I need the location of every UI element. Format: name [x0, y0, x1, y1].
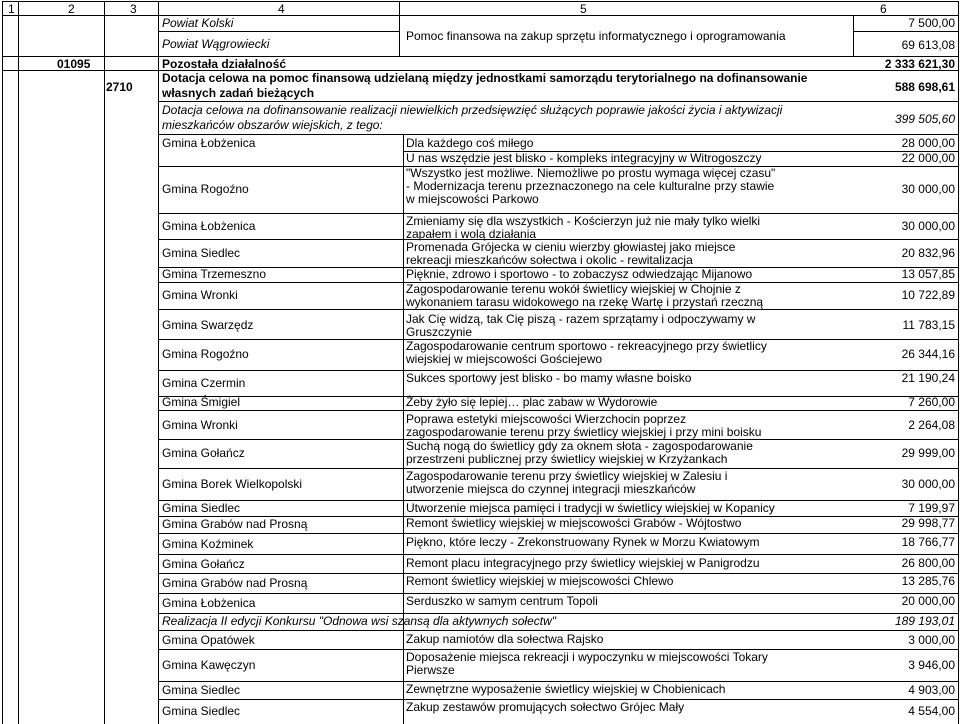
- row-border: [158, 554, 958, 555]
- amount: 30 000,00: [901, 182, 955, 196]
- row-border: [853, 31, 958, 32]
- row-border: [2, 1, 958, 2]
- gmina-name: Gmina Grabów nad Prosną: [162, 576, 308, 590]
- column-border: [958, 1, 959, 15]
- column-border: [399, 1, 400, 15]
- amount: 21 190,24: [901, 371, 955, 385]
- project-description: Remont świetlicy wiejskiej w miejscowości Chlewo: [406, 574, 674, 588]
- project-description: Remont świetlicy wiejskiej w miejscowości Grabów - Wójtostwo: [406, 516, 742, 530]
- gmina-name: Gmina Czermin: [162, 376, 246, 390]
- amount: 3 000,00: [908, 633, 955, 647]
- amount: 26 344,16: [901, 347, 955, 361]
- column-border: [18, 15, 19, 70]
- column-border: [2, 15, 3, 724]
- amount: 3 946,00: [908, 658, 955, 672]
- amount: 13 057,85: [901, 267, 955, 281]
- column-border: [403, 134, 404, 724]
- column-border: [399, 15, 400, 56]
- group-amount: 189 193,01: [894, 614, 955, 628]
- amount: 11 783,15: [902, 318, 955, 332]
- column-header: 5: [580, 2, 587, 16]
- amount: 28 000,00: [901, 136, 955, 150]
- column-border: [158, 15, 159, 724]
- project-description: Zakup zestawów promujących sołectwo Grójec Mały: [406, 700, 685, 714]
- column-border: [958, 15, 959, 724]
- project-description: Serduszko w samym centrum Topoli: [406, 594, 598, 608]
- column-header: 6: [880, 2, 887, 16]
- amount: 29 999,00: [901, 446, 955, 460]
- gmina-name: Gmina Kawęczyn: [162, 658, 256, 672]
- row-border: [158, 166, 403, 167]
- group-amount: 399 505,60: [894, 112, 955, 126]
- gmina-name: Powiat Wągrowiecki: [162, 37, 270, 51]
- project-description: Utworzenie miejsca pamięci i tradycji w świetlicy wiejskiej w Kopanicy: [406, 501, 775, 515]
- amount: 69 613,08: [901, 38, 955, 52]
- amount: 30 000,00: [901, 477, 955, 491]
- amount: 7 199,97: [908, 501, 955, 515]
- subsection-code: 2710: [106, 80, 133, 94]
- gmina-name: Gmina Trzemeszno: [162, 267, 267, 281]
- gmina-name: Gmina Łobżenica: [162, 596, 256, 610]
- amount: 10 722,89: [901, 288, 955, 302]
- column-border: [158, 1, 159, 15]
- row-border: [158, 134, 958, 135]
- gmina-name: Gmina Łobżenica: [162, 136, 256, 150]
- row-border: [2, 56, 958, 57]
- group-title: mieszkańców obszarów wiejskich, z tego:: [162, 118, 383, 132]
- gmina-name: Gmina Siedlec: [162, 501, 241, 515]
- row-border: [158, 410, 958, 411]
- row-border: [158, 630, 958, 631]
- gmina-name: Gmina Rogoźno: [162, 347, 249, 361]
- section-amount: 2 333 621,30: [884, 57, 955, 71]
- amount: 7 260,00: [908, 395, 955, 409]
- amount: 4 903,00: [908, 683, 955, 697]
- amount: 29 998,77: [901, 516, 955, 530]
- amount: 18 766,77: [901, 535, 955, 549]
- project-description: Promenada Grójecka w cieniu wierzby głowiastej jako miejsce rekreacji mieszkańców sołectwa i okolic - rewitalizacja: [406, 240, 736, 267]
- column-border: [18, 70, 19, 724]
- gmina-name: Gmina Borek Wielkopolski: [162, 477, 303, 491]
- project-description: "Wszystko jest możliwe. Niemożliwe po prostu wymaga więcej czasu" - Modernizacja terenu przeznaczonego na cele kulturalne przy stawie w miejscowości Parkowo: [406, 166, 776, 206]
- gmina-name: Gmina Siedlec: [162, 246, 241, 260]
- amount: 7 500,00: [908, 16, 955, 30]
- gmina-name: Gmina Wronki: [162, 288, 238, 302]
- subsection-title: własnych zadań bieżących: [162, 86, 315, 100]
- project-description: Jak Cię widzą, tak Cię piszą - razem sprzątamy i odpoczywamy w Gruszczynie: [406, 312, 756, 339]
- section-code: 01095: [57, 57, 91, 71]
- gmina-name: Gmina Wronki: [162, 418, 238, 432]
- gmina-name: Gmina Rogoźno: [162, 182, 249, 196]
- project-description: Zmieniamy się dla wszystkich - Kościerzyn już nie mały tylko wielki zapałem i wolą działania: [406, 214, 761, 241]
- gmina-name: Gmina Śmigiel: [162, 395, 241, 409]
- project-description: Piękno, które leczy - Zrekonstruowany Rynek w Morzu Kwiatowym: [406, 535, 760, 549]
- gmina-name: Gmina Opatówek: [162, 633, 255, 647]
- amount: 4 554,00: [908, 704, 955, 718]
- column-header: 1: [8, 2, 15, 16]
- row-border: [158, 309, 958, 310]
- gmina-name: Gmina Siedlec: [162, 704, 241, 718]
- column-header: 3: [130, 2, 137, 16]
- project-description: Dla każdego coś miłego: [406, 136, 534, 150]
- row-border: [158, 533, 958, 534]
- project-description: Pięknie, zdrowo i sportowo - to zobaczysz odwiedzając Mijanowo: [406, 267, 753, 281]
- gmina-name: Gmina Koźminek: [162, 537, 254, 551]
- group-title: Dotacja celowa na dofinansowanie realizacji niewielkich przedsięwzięć służących poprawie jakości życia i aktywizacji: [162, 103, 783, 117]
- subsection-title: Dotacja celowa na pomoc finansową udzielaną między jednostkami samorządu terytorialnego na dofinansowanie: [162, 71, 808, 85]
- project-description: Remont placu integracyjnego przy świetlicy wiejskiej w Panigrodzu: [406, 556, 760, 570]
- amount: 26 800,00: [901, 556, 955, 570]
- gmina-name: Gmina Grabów nad Prosną: [162, 517, 308, 531]
- project-description: Doposażenie miejsca rekreacji i wypoczynku w miejscowości Tokary Pierwsze: [406, 650, 768, 677]
- row-border: [158, 101, 958, 102]
- project-description: Żeby żyło się lepiej… plac zabaw w Wydorowie: [406, 395, 658, 409]
- gmina-name: Powiat Kolski: [162, 16, 234, 30]
- column-header: 4: [278, 2, 285, 16]
- group-title: Realizacja II edycji Konkursu "Odnowa wsi szansą dla aktywnych sołectw": [162, 614, 557, 628]
- project-description: Zagospodarowanie terenu przy świetlicy wiejskiej w Zalesiu i utworzenie miejsca do czynnej integracji mieszkańców: [406, 469, 728, 496]
- project-description: Zewnętrzne wyposażenie świetlicy wiejskiej w Chobienicach: [406, 682, 726, 696]
- project-description: U nas wszędzie jest blisko - kompleks integracyjny w Witrogoszczy: [406, 151, 762, 165]
- project-description: Suchą nogą do świetlicy gdy za oknem słota - zagospodarowanie przestrzeni publicznej przy świetlicy wiejskiej w Krzyżankach: [406, 439, 753, 466]
- column-border: [2, 1, 3, 15]
- row-border: [158, 31, 399, 32]
- amount: 20 832,96: [901, 246, 955, 260]
- gmina-name: Gmina Siedlec: [162, 683, 241, 697]
- gmina-name: Gmina Gołańcz: [162, 446, 245, 460]
- column-border: [18, 1, 19, 15]
- project-description: Sukces sportowy jest blisko - bo mamy własne boisko: [406, 371, 692, 385]
- column-border: [104, 15, 105, 724]
- project-description: Zagospodarowanie centrum sportowo - rekreacyjnego przy świetlicy wiejskiej w miejscowości Gościejewo: [406, 339, 767, 366]
- amount: 2 264,08: [908, 418, 955, 432]
- project-description: Pomoc finansowa na zakup sprzętu informatycznego i oprogramowania: [406, 29, 786, 43]
- project-description: Zakup namiotów dla sołectwa Rajsko: [406, 632, 604, 646]
- amount: 20 000,00: [901, 594, 955, 608]
- amount: 13 285,76: [901, 574, 955, 588]
- column-border: [104, 1, 105, 15]
- gmina-name: Gmina Swarzędz: [162, 318, 254, 332]
- project-description: Poprawa estetyki miejscowości Wierzchocin poprzez zagospodarowanie terenu przy świetlicy wiejskiej i przy mini boisku: [406, 412, 762, 439]
- section-title: Pozostała działalność: [162, 57, 287, 71]
- row-border: [2, 15, 958, 16]
- amount: 22 000,00: [901, 151, 955, 165]
- project-description: Zagospodarowanie terenu wokół świetlicy wiejskiej w Chojnie z wykonaniem tarasu widokowego na rzekę Wartę i przystań rzeczną: [406, 282, 764, 309]
- column-border: [853, 15, 854, 56]
- subsection-amount: 588 698,61: [894, 80, 955, 94]
- column-header: 2: [68, 2, 75, 16]
- gmina-name: Gmina Gołańcz: [162, 557, 245, 571]
- amount: 30 000,00: [901, 219, 955, 233]
- gmina-name: Gmina Łobżenica: [162, 219, 256, 233]
